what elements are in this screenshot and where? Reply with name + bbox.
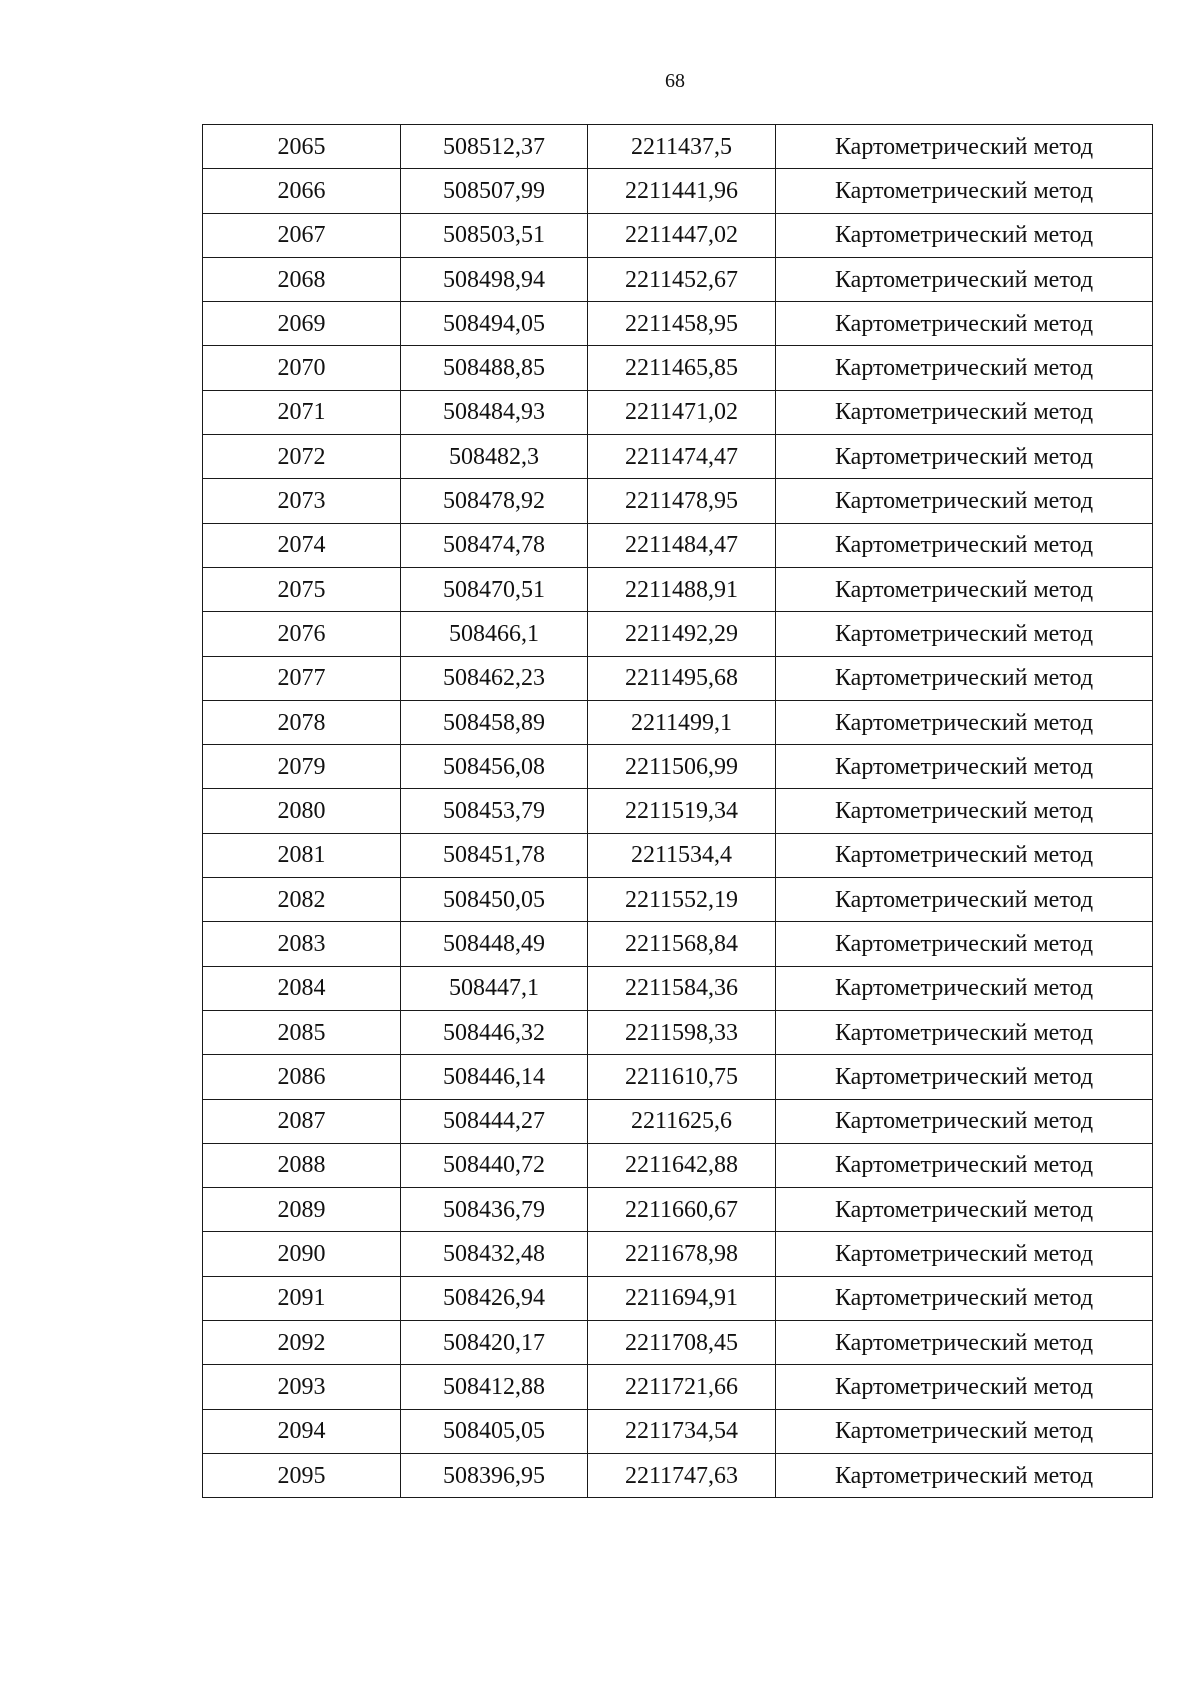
method-cell: Картометрический метод: [776, 257, 1153, 301]
y-coordinate-cell: 2211471,02: [588, 390, 776, 434]
coordinates-table: [202, 124, 1153, 1498]
point-number-cell: 2089: [203, 1188, 401, 1232]
x-coordinate-cell: 508446,32: [401, 1010, 588, 1054]
point-number-cell: 2093: [203, 1365, 401, 1409]
x-coordinate-cell: 508503,51: [401, 213, 588, 257]
method-cell: Картометрический метод: [776, 523, 1153, 567]
point-number-cell: 2095: [203, 1453, 401, 1497]
table-row: [203, 523, 1153, 567]
x-coordinate-cell: 508412,88: [401, 1365, 588, 1409]
y-coordinate-cell: 2211484,47: [588, 523, 776, 567]
point-number-cell: 2078: [203, 700, 401, 744]
method-cell: Картометрический метод: [776, 390, 1153, 434]
method-cell: Картометрический метод: [776, 789, 1153, 833]
x-coordinate-cell: 508448,49: [401, 922, 588, 966]
point-number-cell: 2071: [203, 390, 401, 434]
table-row: [203, 302, 1153, 346]
method-cell: Картометрический метод: [776, 922, 1153, 966]
point-number-cell: 2075: [203, 567, 401, 611]
x-coordinate-cell: 508405,05: [401, 1409, 588, 1453]
x-coordinate-cell: 508512,37: [401, 125, 588, 169]
method-cell: Картометрический метод: [776, 1365, 1153, 1409]
method-cell: Картометрический метод: [776, 1188, 1153, 1232]
point-number-cell: 2084: [203, 966, 401, 1010]
table-body: [203, 125, 1153, 1498]
point-number-cell: 2090: [203, 1232, 401, 1276]
point-number-cell: 2094: [203, 1409, 401, 1453]
method-cell: Картометрический метод: [776, 1010, 1153, 1054]
point-number-cell: 2079: [203, 745, 401, 789]
y-coordinate-cell: 2211584,36: [588, 966, 776, 1010]
x-coordinate-cell: 508482,3: [401, 435, 588, 479]
x-coordinate-cell: 508474,78: [401, 523, 588, 567]
point-number-cell: 2083: [203, 922, 401, 966]
method-cell: Картометрический метод: [776, 1409, 1153, 1453]
table-row: [203, 1321, 1153, 1365]
y-coordinate-cell: 2211506,99: [588, 745, 776, 789]
method-cell: Картометрический метод: [776, 213, 1153, 257]
table-row: [203, 1232, 1153, 1276]
method-cell: Картометрический метод: [776, 745, 1153, 789]
y-coordinate-cell: 2211610,75: [588, 1055, 776, 1099]
x-coordinate-cell: 508484,93: [401, 390, 588, 434]
x-coordinate-cell: 508440,72: [401, 1143, 588, 1187]
method-cell: Картометрический метод: [776, 656, 1153, 700]
y-coordinate-cell: 2211734,54: [588, 1409, 776, 1453]
method-cell: Картометрический метод: [776, 169, 1153, 213]
x-coordinate-cell: 508456,08: [401, 745, 588, 789]
point-number-cell: 2068: [203, 257, 401, 301]
point-number-cell: 2067: [203, 213, 401, 257]
method-cell: Картометрический метод: [776, 878, 1153, 922]
table-row: [203, 922, 1153, 966]
y-coordinate-cell: 2211534,4: [588, 833, 776, 877]
x-coordinate-cell: 508420,17: [401, 1321, 588, 1365]
table-row: [203, 1055, 1153, 1099]
method-cell: Картометрический метод: [776, 833, 1153, 877]
table-row: [203, 1409, 1153, 1453]
y-coordinate-cell: 2211708,45: [588, 1321, 776, 1365]
y-coordinate-cell: 2211447,02: [588, 213, 776, 257]
point-number-cell: 2077: [203, 656, 401, 700]
table-row: [203, 745, 1153, 789]
method-cell: Картометрический метод: [776, 567, 1153, 611]
method-cell: Картометрический метод: [776, 966, 1153, 1010]
method-cell: Картометрический метод: [776, 435, 1153, 479]
method-cell: Картометрический метод: [776, 346, 1153, 390]
y-coordinate-cell: 2211552,19: [588, 878, 776, 922]
x-coordinate-cell: 508507,99: [401, 169, 588, 213]
y-coordinate-cell: 2211642,88: [588, 1143, 776, 1187]
table-row: [203, 1453, 1153, 1497]
method-cell: Картометрический метод: [776, 302, 1153, 346]
x-coordinate-cell: 508453,79: [401, 789, 588, 833]
point-number-cell: 2082: [203, 878, 401, 922]
x-coordinate-cell: 508444,27: [401, 1099, 588, 1143]
table-row: [203, 435, 1153, 479]
method-cell: Картометрический метод: [776, 700, 1153, 744]
point-number-cell: 2069: [203, 302, 401, 346]
y-coordinate-cell: 2211519,34: [588, 789, 776, 833]
page-number: 68: [665, 70, 685, 92]
method-cell: Картометрический метод: [776, 479, 1153, 523]
method-cell: Картометрический метод: [776, 1321, 1153, 1365]
x-coordinate-cell: 508466,1: [401, 612, 588, 656]
x-coordinate-cell: 508494,05: [401, 302, 588, 346]
table-row: [203, 1276, 1153, 1320]
table-row: [203, 567, 1153, 611]
table-row: [203, 346, 1153, 390]
x-coordinate-cell: 508436,79: [401, 1188, 588, 1232]
y-coordinate-cell: 2211568,84: [588, 922, 776, 966]
point-number-cell: 2086: [203, 1055, 401, 1099]
method-cell: Картометрический метод: [776, 612, 1153, 656]
x-coordinate-cell: 508447,1: [401, 966, 588, 1010]
x-coordinate-cell: 508488,85: [401, 346, 588, 390]
x-coordinate-cell: 508451,78: [401, 833, 588, 877]
y-coordinate-cell: 2211747,63: [588, 1453, 776, 1497]
x-coordinate-cell: 508432,48: [401, 1232, 588, 1276]
y-coordinate-cell: 2211465,85: [588, 346, 776, 390]
table-row: [203, 1188, 1153, 1232]
method-cell: Картометрический метод: [776, 1055, 1153, 1099]
table-row: [203, 878, 1153, 922]
table-row: [203, 612, 1153, 656]
point-number-cell: 2085: [203, 1010, 401, 1054]
y-coordinate-cell: 2211492,29: [588, 612, 776, 656]
x-coordinate-cell: 508498,94: [401, 257, 588, 301]
table-row: [203, 1143, 1153, 1187]
point-number-cell: 2081: [203, 833, 401, 877]
method-cell: Картометрический метод: [776, 1232, 1153, 1276]
point-number-cell: 2072: [203, 435, 401, 479]
y-coordinate-cell: 2211721,66: [588, 1365, 776, 1409]
y-coordinate-cell: 2211488,91: [588, 567, 776, 611]
point-number-cell: 2073: [203, 479, 401, 523]
y-coordinate-cell: 2211625,6: [588, 1099, 776, 1143]
y-coordinate-cell: 2211495,68: [588, 656, 776, 700]
x-coordinate-cell: 508470,51: [401, 567, 588, 611]
point-number-cell: 2088: [203, 1143, 401, 1187]
y-coordinate-cell: 2211437,5: [588, 125, 776, 169]
table-row: [203, 479, 1153, 523]
y-coordinate-cell: 2211474,47: [588, 435, 776, 479]
x-coordinate-cell: 508450,05: [401, 878, 588, 922]
y-coordinate-cell: 2211499,1: [588, 700, 776, 744]
table-row: [203, 257, 1153, 301]
x-coordinate-cell: 508426,94: [401, 1276, 588, 1320]
table-row: [203, 125, 1153, 169]
y-coordinate-cell: 2211441,96: [588, 169, 776, 213]
table-row: [203, 789, 1153, 833]
table-row: [203, 1365, 1153, 1409]
point-number-cell: 2065: [203, 125, 401, 169]
y-coordinate-cell: 2211694,91: [588, 1276, 776, 1320]
method-cell: Картометрический метод: [776, 1143, 1153, 1187]
y-coordinate-cell: 2211478,95: [588, 479, 776, 523]
point-number-cell: 2074: [203, 523, 401, 567]
point-number-cell: 2092: [203, 1321, 401, 1365]
method-cell: Картометрический метод: [776, 1276, 1153, 1320]
method-cell: Картометрический метод: [776, 1099, 1153, 1143]
point-number-cell: 2070: [203, 346, 401, 390]
table-row: [203, 213, 1153, 257]
x-coordinate-cell: 508446,14: [401, 1055, 588, 1099]
point-number-cell: 2087: [203, 1099, 401, 1143]
table-row: [203, 169, 1153, 213]
table-row: [203, 1099, 1153, 1143]
x-coordinate-cell: 508478,92: [401, 479, 588, 523]
point-number-cell: 2080: [203, 789, 401, 833]
table-row: [203, 1010, 1153, 1054]
point-number-cell: 2076: [203, 612, 401, 656]
y-coordinate-cell: 2211678,98: [588, 1232, 776, 1276]
table-row: [203, 833, 1153, 877]
y-coordinate-cell: 2211598,33: [588, 1010, 776, 1054]
table-row: [203, 700, 1153, 744]
x-coordinate-cell: 508396,95: [401, 1453, 588, 1497]
point-number-cell: 2091: [203, 1276, 401, 1320]
table-row: [203, 390, 1153, 434]
table-row: [203, 656, 1153, 700]
y-coordinate-cell: 2211660,67: [588, 1188, 776, 1232]
point-number-cell: 2066: [203, 169, 401, 213]
y-coordinate-cell: 2211452,67: [588, 257, 776, 301]
method-cell: Картометрический метод: [776, 125, 1153, 169]
y-coordinate-cell: 2211458,95: [588, 302, 776, 346]
x-coordinate-cell: 508462,23: [401, 656, 588, 700]
table-row: [203, 966, 1153, 1010]
x-coordinate-cell: 508458,89: [401, 700, 588, 744]
method-cell: Картометрический метод: [776, 1453, 1153, 1497]
